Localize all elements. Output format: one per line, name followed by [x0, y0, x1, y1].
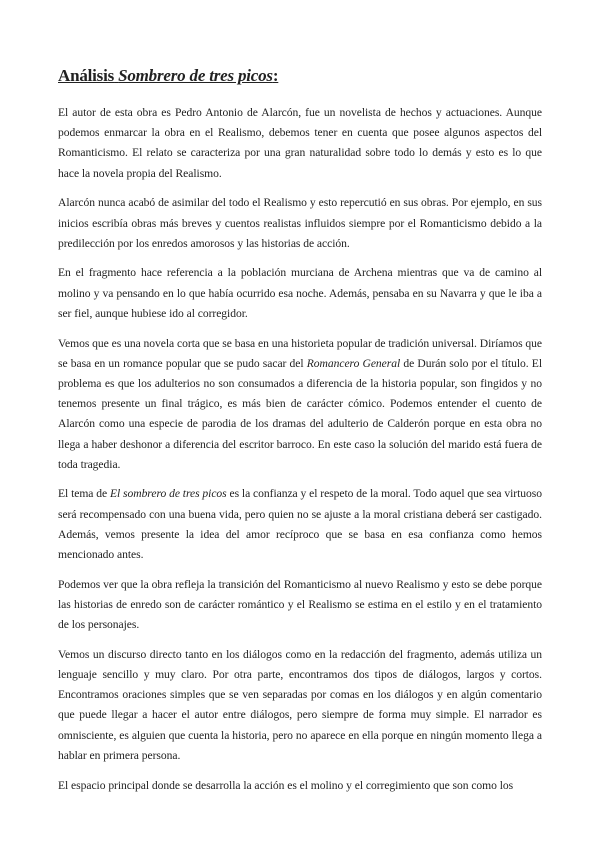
- paragraph-text: de Durán solo por el título. El problema es que los adulterios no son consumados a diferencia de la historia popular, son fingidos y no tenemos presente un final trágico, es más bien de carácter cómico. Podemos entender el cuento de Alarcón como una especie de parodia de los dramas del adulterio de Calderón porque en esta obra no llega a haber deshonor a diferencia del escritor barroco. En este caso la solución del marido está fuera de toda tragedia.: [58, 356, 542, 471]
- paragraph-italic-title: Romancero General: [306, 356, 401, 370]
- title-suffix: :: [272, 66, 279, 85]
- paragraph-author: [58, 103, 542, 184]
- paragraph-text: es la confianza y el respeto de la moral. Todo aquel que sea virtuoso será recompensado con una buena vida, pero quien no se ajuste a la moral cristiana deberá ser castigado. Además, vemos presente la idea del amor recíproco que se basa en esa confianza como hemos mencionado antes.: [58, 487, 542, 562]
- paragraph-text: El tema de: [58, 487, 110, 501]
- paragraph-text: En el fragmento hace referencia a la población murciana de Archena mientras que va de camino al molino y va pensando en lo que había ocurrido esa noche. Además, pensaba en su Navarra y que le iba a ser fiel, aunque hubiese ido al corregidor.: [58, 266, 542, 320]
- paragraph-text: Vemos un discurso directo tanto en los diálogos como en la redacción del fragmento, además utiliza un lenguaje sencillo y muy claro. Por otra parte, encontramos dos tipos de diálogos, largos y cortos. Encontramos oraciones simples que se ven separadas por comas en los diálogos y en algún comentario que puede llegar a hacer el autor entre diálogos, pero siempre de forma muy simple. El narrador es omnisciente, es alguien que cuenta la historia, pero no aparece en ella porque en ningún momento llega a hablar en primera persona.: [58, 647, 542, 762]
- paragraph-novela-corta: [58, 334, 542, 475]
- paragraph-fragment: [58, 263, 542, 324]
- paragraph-discurso: [58, 645, 542, 766]
- paragraph-alarcon-realism: [58, 193, 542, 254]
- paragraph-text: Podemos ver que la obra refleja la transición del Romanticismo al nuevo Realismo y esto se debe porque las historias de enredo son de carácter romántico y el Realismo se estima en el estilo y en el tratamiento de los personajes.: [58, 577, 542, 632]
- paragraph-text: El espacio principal donde se desarrolla la acción es el molino y el corregimiento que son como los: [58, 778, 514, 792]
- paragraph-italic-title: El sombrero de tres picos: [109, 487, 227, 501]
- paragraph-espacio: [58, 776, 542, 796]
- paragraph-tema: [58, 484, 542, 565]
- paragraph-transicion: [58, 575, 542, 636]
- document-title: [58, 66, 542, 86]
- title-italic: Sombrero de tres picos: [118, 66, 273, 85]
- paragraph-text: Vemos que es una novela corta que se basa en una historieta popular de tradición universal. Diríamos que se basa en un romance popular que se pudo sacar del: [58, 336, 542, 370]
- paragraph-text: El autor de esta obra es Pedro Antonio de Alarcón, fue un novelista de hechos y actuaciones. Aunque podemos enmarcar la obra en el Realismo, debemos tener en cuenta que posee algunos aspectos del Romanticismo. El relato se caracteriza por una gran naturalidad sobre todo lo demás y esto es lo que hace la novela propia del Realismo.: [58, 106, 542, 180]
- paragraph-text: Alarcón nunca acabó de asimilar del todo el Realismo y esto repercutió en sus obras. Por ejemplo, en sus inicios escribía obras más breves y cuentos realistas influidos siempre por el Romanticismo debido a la predilección por los enredos amorosos y las historias de acción.: [58, 196, 542, 250]
- title-prefix: Análisis: [58, 66, 115, 85]
